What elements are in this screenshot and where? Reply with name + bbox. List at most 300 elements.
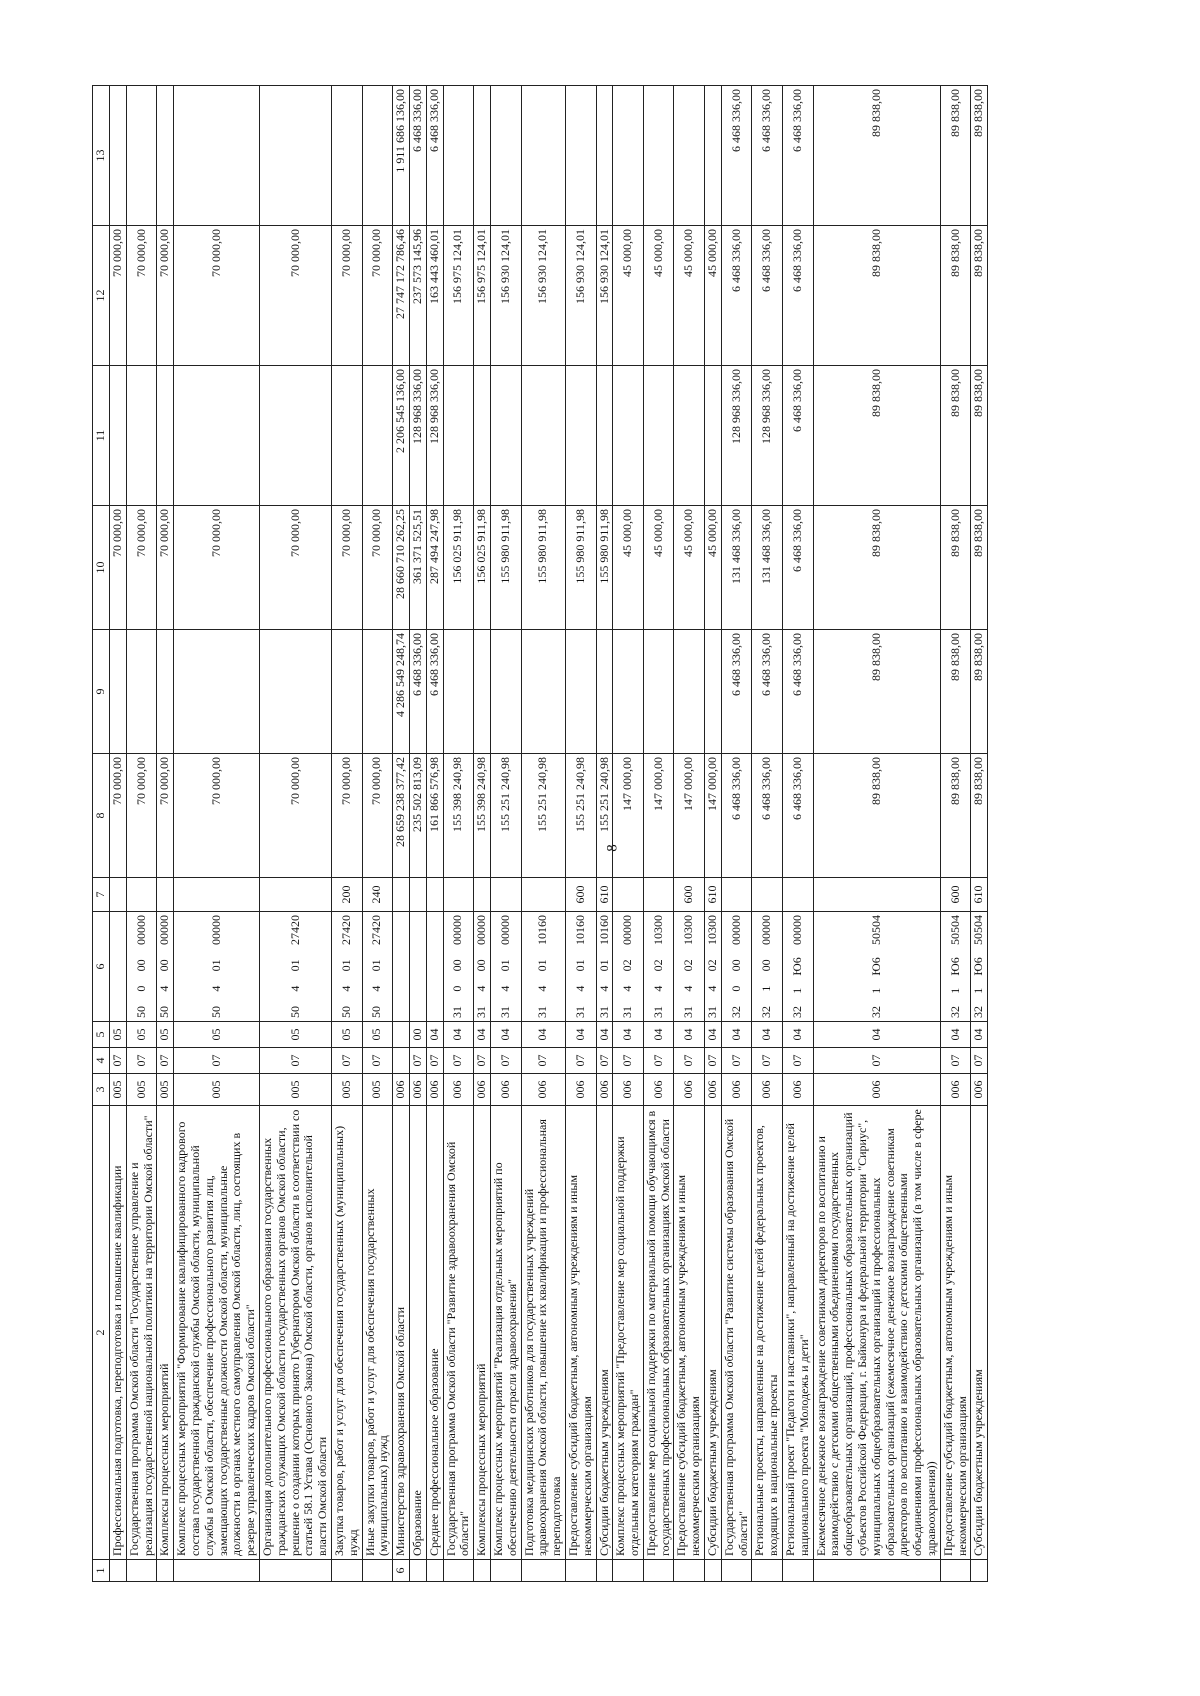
amount-cell-10: 45 000,00 — [674, 506, 705, 630]
target-article-part: 50 — [133, 1006, 148, 1018]
expense-type-cell — [643, 878, 674, 912]
target-article-cell — [613, 912, 644, 1022]
table-row — [674, 86, 705, 1582]
target-article-part: 02 — [650, 959, 665, 972]
amount-cell-13 — [596, 86, 613, 226]
amount-cell-10: 70 000,00 — [157, 506, 174, 630]
amount-cell-9: 6 468 336,00 — [409, 630, 426, 754]
row-number-cell — [721, 1560, 752, 1582]
amount-cell-11 — [705, 366, 722, 506]
table-row — [474, 86, 491, 1582]
amount-cell-11 — [126, 366, 157, 506]
table-row — [259, 86, 331, 1582]
target-article-cell — [110, 912, 127, 1022]
target-article-parts — [598, 915, 612, 1018]
item-name-cell: Государственная программа Омской области "Развитие здравоохранения Омской области" — [443, 1106, 474, 1560]
expense-type-cell: 610 — [705, 878, 722, 912]
target-article-parts — [621, 915, 635, 1018]
target-article-cell — [259, 912, 331, 1022]
amount-cell-11 — [331, 366, 362, 506]
target-article-parts — [340, 915, 354, 1018]
target-article-part: 50504 — [868, 915, 883, 945]
expense-type-cell — [443, 878, 474, 912]
amount-cell-11: 89 838,00 — [813, 366, 940, 506]
amount-cell-10: 156 025 911,98 — [443, 506, 474, 630]
target-article-part: 02 — [705, 959, 720, 972]
item-name-cell: Министерство здравоохранения Омской области — [393, 1106, 410, 1560]
amount-cell-13: 6 468 336,00 — [721, 86, 752, 226]
target-article-cell — [443, 912, 474, 1022]
item-name-cell: Закупка товаров, работ и услуг для обеспечения государственных (муниципальных) нужд — [331, 1106, 362, 1560]
amount-cell-10: 70 000,00 — [362, 506, 393, 630]
row-number-cell — [126, 1560, 157, 1582]
target-article-part: 00 — [133, 959, 148, 972]
expense-type-cell: 600 — [565, 878, 596, 912]
target-article-part: 10300 — [650, 915, 665, 946]
amount-cell-10: 70 000,00 — [331, 506, 362, 630]
amount-cell-8: 155 251 240,98 — [596, 754, 613, 878]
target-article-part: 31 — [596, 1006, 611, 1018]
table-row — [174, 86, 260, 1582]
amount-cell-12: 70 000,00 — [110, 226, 127, 366]
row-number-cell — [643, 1560, 674, 1582]
amount-cell-9 — [565, 630, 596, 754]
expense-type-cell — [174, 878, 260, 912]
item-name-cell: Предоставление субсидий бюджетным, автономным учреждениям и иным некоммерческим организациям — [940, 1106, 971, 1560]
row-number-cell — [174, 1560, 260, 1582]
target-article-parts — [870, 915, 884, 1018]
item-name-cell: Образование — [409, 1106, 426, 1560]
target-article-part: 4 — [705, 985, 720, 992]
section-code-cell: 07 — [174, 1048, 260, 1074]
amount-cell-9: 4 286 549 248,74 — [393, 630, 410, 754]
target-article-cell — [174, 912, 260, 1022]
gr-code-cell: 006 — [474, 1074, 491, 1106]
section-code-cell: 07 — [157, 1048, 174, 1074]
target-article-cell — [362, 912, 393, 1022]
target-article-cell — [596, 912, 613, 1022]
subsection-code-cell — [393, 1022, 410, 1048]
amount-cell-12: 89 838,00 — [813, 226, 940, 366]
gr-code-cell: 006 — [674, 1074, 705, 1106]
target-article-part: 27420 — [369, 915, 384, 946]
subsection-code-cell: 04 — [490, 1022, 521, 1048]
target-article-part: 1 — [789, 987, 804, 994]
section-code-cell — [393, 1048, 410, 1074]
expense-type-cell: 240 — [362, 878, 393, 912]
amount-cell-8: 70 000,00 — [110, 754, 127, 878]
expense-type-cell — [783, 878, 814, 912]
target-article-part: 50 — [287, 1006, 302, 1018]
target-article-part: 4 — [572, 985, 587, 992]
amount-cell-8: 155 398 240,98 — [443, 754, 474, 878]
target-article-parts — [289, 915, 303, 1018]
amount-cell-9 — [474, 630, 491, 754]
amount-cell-12: 6 468 336,00 — [721, 226, 752, 366]
section-code-cell: 07 — [596, 1048, 613, 1074]
target-article-part: 00 — [759, 959, 774, 972]
amount-cell-10: 45 000,00 — [705, 506, 722, 630]
subsection-code-cell: 04 — [971, 1022, 988, 1048]
row-number-cell — [521, 1560, 565, 1582]
target-article-part: 02 — [681, 959, 696, 972]
target-article-part: 01 — [497, 959, 512, 972]
item-name-cell: Государственная программа Омской области "Государственное управление и реализация государственной национальной политики на территории Омской области" — [126, 1106, 157, 1560]
item-name-cell: Региональный проект "Педагоги и наставники", направленный на достижение целей национального проекта "Молодежь и дети" — [783, 1106, 814, 1560]
target-article-part: 00000 — [157, 915, 172, 946]
expense-type-cell: 600 — [940, 878, 971, 912]
target-article-part: 31 — [620, 1006, 635, 1018]
amount-cell-13: 89 838,00 — [813, 86, 940, 226]
amount-cell-13 — [490, 86, 521, 226]
amount-cell-13: 89 838,00 — [940, 86, 971, 226]
expense-type-cell: 610 — [971, 878, 988, 912]
item-name-cell: Региональные проекты, направленные на достижение целей федеральных проектов, входящих в национальные проекты — [752, 1106, 783, 1560]
target-article-parts — [760, 915, 774, 1018]
expense-type-cell — [126, 878, 157, 912]
gr-code-cell: 006 — [613, 1074, 644, 1106]
target-article-part: 4 — [157, 985, 172, 992]
amount-cell-8: 147 000,00 — [643, 754, 674, 878]
target-article-parts — [682, 915, 696, 1018]
expense-type-cell — [259, 878, 331, 912]
subsection-code-cell: 04 — [783, 1022, 814, 1048]
target-article-parts — [536, 915, 550, 1018]
rotated-table-container — [92, 86, 1116, 1582]
amount-cell-9 — [596, 630, 613, 754]
subsection-code-cell: 05 — [174, 1022, 260, 1048]
table-row — [126, 86, 157, 1582]
row-number-cell — [971, 1560, 988, 1582]
item-name-cell: Иные закупки товаров, работ и услуг для обеспечения государственных (муниципальных) нужд — [362, 1106, 393, 1560]
amount-cell-13: 6 468 336,00 — [752, 86, 783, 226]
expense-type-cell: 200 — [331, 878, 362, 912]
amount-cell-9 — [126, 630, 157, 754]
target-article-parts — [791, 915, 805, 1018]
amount-cell-9 — [521, 630, 565, 754]
header-cell: 5 — [93, 1022, 110, 1048]
section-code-cell: 07 — [643, 1048, 674, 1074]
amount-cell-12: 70 000,00 — [259, 226, 331, 366]
subsection-code-cell: 05 — [331, 1022, 362, 1048]
expense-type-cell — [613, 878, 644, 912]
target-article-part: 0 — [133, 985, 148, 992]
subsection-code-cell: 05 — [259, 1022, 331, 1048]
amount-cell-8: 155 398 240,98 — [474, 754, 491, 878]
target-article-part: 50504 — [971, 915, 986, 945]
expense-type-cell — [813, 878, 940, 912]
amount-cell-11 — [596, 366, 613, 506]
amount-cell-11: 128 968 336,00 — [752, 366, 783, 506]
target-article-cell — [474, 912, 491, 1022]
gr-code-cell: 006 — [721, 1074, 752, 1106]
target-article-part: Ю6 — [868, 957, 883, 976]
table-row — [331, 86, 362, 1582]
amount-cell-9: 6 468 336,00 — [426, 630, 443, 754]
amount-cell-9: 6 468 336,00 — [721, 630, 752, 754]
target-article-part: 0 — [450, 985, 465, 992]
table-row — [752, 86, 783, 1582]
amount-cell-12: 6 468 336,00 — [752, 226, 783, 366]
amount-cell-9 — [110, 630, 127, 754]
target-article-part: 31 — [681, 1006, 696, 1018]
section-code-cell: 07 — [443, 1048, 474, 1074]
amount-cell-8: 155 251 240,98 — [565, 754, 596, 878]
gr-code-cell: 006 — [783, 1074, 814, 1106]
amount-cell-9 — [643, 630, 674, 754]
amount-cell-8: 89 838,00 — [940, 754, 971, 878]
amount-cell-11 — [643, 366, 674, 506]
gr-code-cell: 006 — [596, 1074, 613, 1106]
target-article-cell — [331, 912, 362, 1022]
item-name-cell: Комплекс процессных мероприятий "Реализация отдельных мероприятий по обеспечению деятельности отрасли здравоохранения" — [490, 1106, 521, 1560]
gr-code-cell: 006 — [409, 1074, 426, 1106]
gr-code-cell: 006 — [393, 1074, 410, 1106]
row-number-cell — [110, 1560, 127, 1582]
row-number-cell — [259, 1560, 331, 1582]
target-article-cell — [565, 912, 596, 1022]
target-article-cell — [721, 912, 752, 1022]
amount-cell-9 — [174, 630, 260, 754]
item-name-cell: Комплекс процессных мероприятий "Формирование квалифицированного кадрового состава государственной гражданской службы Омской области, муниципальной службы в Омской области, обеспечение профессионального развития лиц, замещающих государственные должности Омской области, муниципальные должности в органах местного самоуправления Омской области, лиц, состоящих в резерве управленческих кадров Омской области" — [174, 1106, 260, 1560]
amount-cell-9 — [490, 630, 521, 754]
subsection-code-cell: 04 — [705, 1022, 722, 1048]
expense-type-cell — [157, 878, 174, 912]
subsection-code-cell: 04 — [613, 1022, 644, 1048]
amount-cell-11: 89 838,00 — [971, 366, 988, 506]
target-article-part: 1 — [759, 985, 774, 992]
amount-cell-13 — [705, 86, 722, 226]
subsection-code-cell: 04 — [521, 1022, 565, 1048]
item-name-cell: Среднее профессиональное образование — [426, 1106, 443, 1560]
amount-cell-11 — [674, 366, 705, 506]
amount-cell-8: 6 468 336,00 — [783, 754, 814, 878]
item-name-cell: Комплексы процессных мероприятий — [474, 1106, 491, 1560]
target-article-cell — [426, 912, 443, 1022]
header-cell: 11 — [93, 366, 110, 506]
subsection-code-cell: 04 — [474, 1022, 491, 1048]
item-name-cell: Ежемесячное денежное вознаграждение советникам директоров по воспитанию и взаимодействию с детскими общественными объединениями государственных общеобразовательных организаций, профессиональных образовательных организаций субъектов Российской Федерации, г. Байконура и федеральной территории "Сириус", муниципальных общеобразовательных организаций и профессиональных образовательных организаций (ежемесячное денежное вознаграждение советникам директоров по воспитанию и взаимодействию с детскими общественными объединениями профессиональных образовательных организаций (в том числе в сфере здравоохранения)) — [813, 1106, 940, 1560]
target-article-part: 01 — [535, 959, 550, 972]
target-article-cell — [157, 912, 174, 1022]
row-number-cell — [331, 1560, 362, 1582]
row-number-cell: 6 — [393, 1560, 410, 1582]
item-name-cell: Организация дополнительного профессионального образования государственных гражданских служащих Омской области государственных органов Омской области, решение о создании которых принято Губернатором Омской области в соответствии со статьей 58.1 Устава (Основного Закона) Омской области, органов исполнительной власти Омской области — [259, 1106, 331, 1560]
amount-cell-13 — [126, 86, 157, 226]
amount-cell-10: 70 000,00 — [110, 506, 127, 630]
amount-cell-8: 147 000,00 — [705, 754, 722, 878]
amount-cell-11 — [259, 366, 331, 506]
amount-cell-9: 89 838,00 — [940, 630, 971, 754]
target-article-part: 01 — [596, 959, 611, 972]
amount-cell-13 — [643, 86, 674, 226]
row-number-cell — [813, 1560, 940, 1582]
table-row — [971, 86, 988, 1582]
gr-code-cell: 006 — [705, 1074, 722, 1106]
table-row — [157, 86, 174, 1582]
amount-cell-13 — [443, 86, 474, 226]
target-article-part: 4 — [474, 985, 489, 992]
target-article-parts — [949, 915, 963, 1018]
gr-code-cell: 006 — [752, 1074, 783, 1106]
target-article-part: 00000 — [208, 915, 223, 946]
target-article-part: 31 — [497, 1006, 512, 1018]
row-number-cell — [705, 1560, 722, 1582]
amount-cell-8: 70 000,00 — [259, 754, 331, 878]
table-row — [940, 86, 971, 1582]
gr-code-cell: 006 — [565, 1074, 596, 1106]
amount-cell-12: 70 000,00 — [331, 226, 362, 366]
amount-cell-12: 70 000,00 — [126, 226, 157, 366]
amount-cell-12: 163 443 460,01 — [426, 226, 443, 366]
target-article-part: 4 — [681, 985, 696, 992]
target-article-part: 00000 — [474, 915, 489, 946]
target-article-cell — [813, 912, 940, 1022]
expense-type-cell — [752, 878, 783, 912]
amount-cell-9 — [157, 630, 174, 754]
section-code-cell: 07 — [705, 1048, 722, 1074]
gr-code-cell: 005 — [259, 1074, 331, 1106]
amount-cell-11 — [613, 366, 644, 506]
row-number-cell — [940, 1560, 971, 1582]
amount-cell-10: 45 000,00 — [613, 506, 644, 630]
amount-cell-8: 161 866 576,98 — [426, 754, 443, 878]
target-article-part: 4 — [620, 985, 635, 992]
amount-cell-10: 89 838,00 — [971, 506, 988, 630]
section-code-cell: 07 — [613, 1048, 644, 1074]
amount-cell-13 — [613, 86, 644, 226]
expense-type-cell: 600 — [674, 878, 705, 912]
amount-cell-8: 147 000,00 — [613, 754, 644, 878]
target-article-part: 31 — [450, 1006, 465, 1018]
section-code-cell: 07 — [721, 1048, 752, 1074]
section-code-cell: 07 — [940, 1048, 971, 1074]
gr-code-cell: 005 — [157, 1074, 174, 1106]
amount-cell-10: 155 980 911,98 — [490, 506, 521, 630]
target-article-part: 4 — [287, 985, 302, 992]
target-article-part: 00000 — [133, 915, 148, 946]
target-article-part: Ю6 — [789, 957, 804, 976]
target-article-part: 50 — [208, 1006, 223, 1018]
amount-cell-13 — [521, 86, 565, 226]
row-number-cell — [752, 1560, 783, 1582]
amount-cell-13: 6 468 336,00 — [426, 86, 443, 226]
subsection-code-cell: 00 — [409, 1022, 426, 1048]
amount-cell-9: 89 838,00 — [971, 630, 988, 754]
amount-cell-12: 156 930 124,01 — [565, 226, 596, 366]
item-name-cell: Субсидии бюджетным учреждениям — [971, 1106, 988, 1560]
item-name-cell: Субсидии бюджетным учреждениям — [596, 1106, 613, 1560]
target-article-part: 0 — [728, 985, 743, 992]
header-cell: 8 — [93, 754, 110, 878]
row-number-cell — [474, 1560, 491, 1582]
target-article-cell — [409, 912, 426, 1022]
amount-cell-11: 128 968 336,00 — [426, 366, 443, 506]
amount-cell-10: 131 468 336,00 — [721, 506, 752, 630]
amount-cell-11: 128 968 336,00 — [409, 366, 426, 506]
expense-type-cell: 610 — [596, 878, 613, 912]
amount-cell-13 — [474, 86, 491, 226]
target-article-parts — [475, 915, 489, 1018]
header-cell: 9 — [93, 630, 110, 754]
amount-cell-12: 27 747 172 786,46 — [393, 226, 410, 366]
amount-cell-13 — [110, 86, 127, 226]
table-row — [783, 86, 814, 1582]
page-number: 8 — [604, 844, 621, 852]
target-article-part: 27420 — [287, 915, 302, 946]
amount-cell-10: 131 468 336,00 — [752, 506, 783, 630]
target-article-cell — [643, 912, 674, 1022]
target-article-part: 01 — [338, 959, 353, 972]
amount-cell-11: 128 968 336,00 — [721, 366, 752, 506]
amount-cell-10: 28 660 710 262,25 — [393, 506, 410, 630]
table-row — [409, 86, 426, 1582]
subsection-code-cell: 05 — [362, 1022, 393, 1048]
header-cell: 3 — [93, 1074, 110, 1106]
section-code-cell: 07 — [409, 1048, 426, 1074]
gr-code-cell: 005 — [331, 1074, 362, 1106]
gr-code-cell: 006 — [971, 1074, 988, 1106]
table-row — [393, 86, 410, 1582]
budget-table-area — [92, 86, 1200, 1574]
target-article-parts — [451, 915, 465, 1018]
amount-cell-12: 70 000,00 — [174, 226, 260, 366]
amount-cell-12: 89 838,00 — [940, 226, 971, 366]
amount-cell-10: 155 980 911,98 — [596, 506, 613, 630]
item-name-cell: Комплексы процессных мероприятий — [157, 1106, 174, 1560]
amount-cell-12: 156 930 124,01 — [596, 226, 613, 366]
amount-cell-12: 89 838,00 — [971, 226, 988, 366]
amount-cell-11 — [521, 366, 565, 506]
target-article-part: 00 — [728, 959, 743, 972]
target-article-part: 01 — [572, 959, 587, 972]
amount-cell-10: 45 000,00 — [643, 506, 674, 630]
row-number-cell — [362, 1560, 393, 1582]
table-row — [362, 86, 393, 1582]
subsection-code-cell: 04 — [596, 1022, 613, 1048]
amount-cell-12: 156 930 124,01 — [490, 226, 521, 366]
header-cell: 13 — [93, 86, 110, 226]
target-article-part: 32 — [728, 1006, 743, 1018]
target-article-parts — [210, 915, 224, 1018]
section-code-cell: 07 — [362, 1048, 393, 1074]
amount-cell-11: 89 838,00 — [940, 366, 971, 506]
target-article-part: 4 — [535, 985, 550, 992]
target-article-part: 10160 — [572, 915, 587, 946]
amount-cell-13 — [157, 86, 174, 226]
row-number-cell — [783, 1560, 814, 1582]
row-number-cell — [674, 1560, 705, 1582]
amount-cell-10: 155 980 911,98 — [565, 506, 596, 630]
amount-cell-12: 45 000,00 — [643, 226, 674, 366]
amount-cell-8: 70 000,00 — [331, 754, 362, 878]
subsection-code-cell: 05 — [110, 1022, 127, 1048]
target-article-part: 00000 — [620, 915, 635, 946]
target-article-cell — [783, 912, 814, 1022]
subsection-code-cell: 04 — [565, 1022, 596, 1048]
row-number-cell — [490, 1560, 521, 1582]
amount-cell-8: 147 000,00 — [674, 754, 705, 878]
amount-cell-11 — [443, 366, 474, 506]
target-article-part: 27420 — [338, 915, 353, 946]
table-row — [490, 86, 521, 1582]
target-article-part: 00 — [450, 959, 465, 972]
section-code-cell: 07 — [521, 1048, 565, 1074]
target-article-parts — [135, 915, 149, 1018]
target-article-part: 31 — [705, 1006, 720, 1018]
subsection-code-cell: 05 — [157, 1022, 174, 1048]
expense-type-cell — [426, 878, 443, 912]
